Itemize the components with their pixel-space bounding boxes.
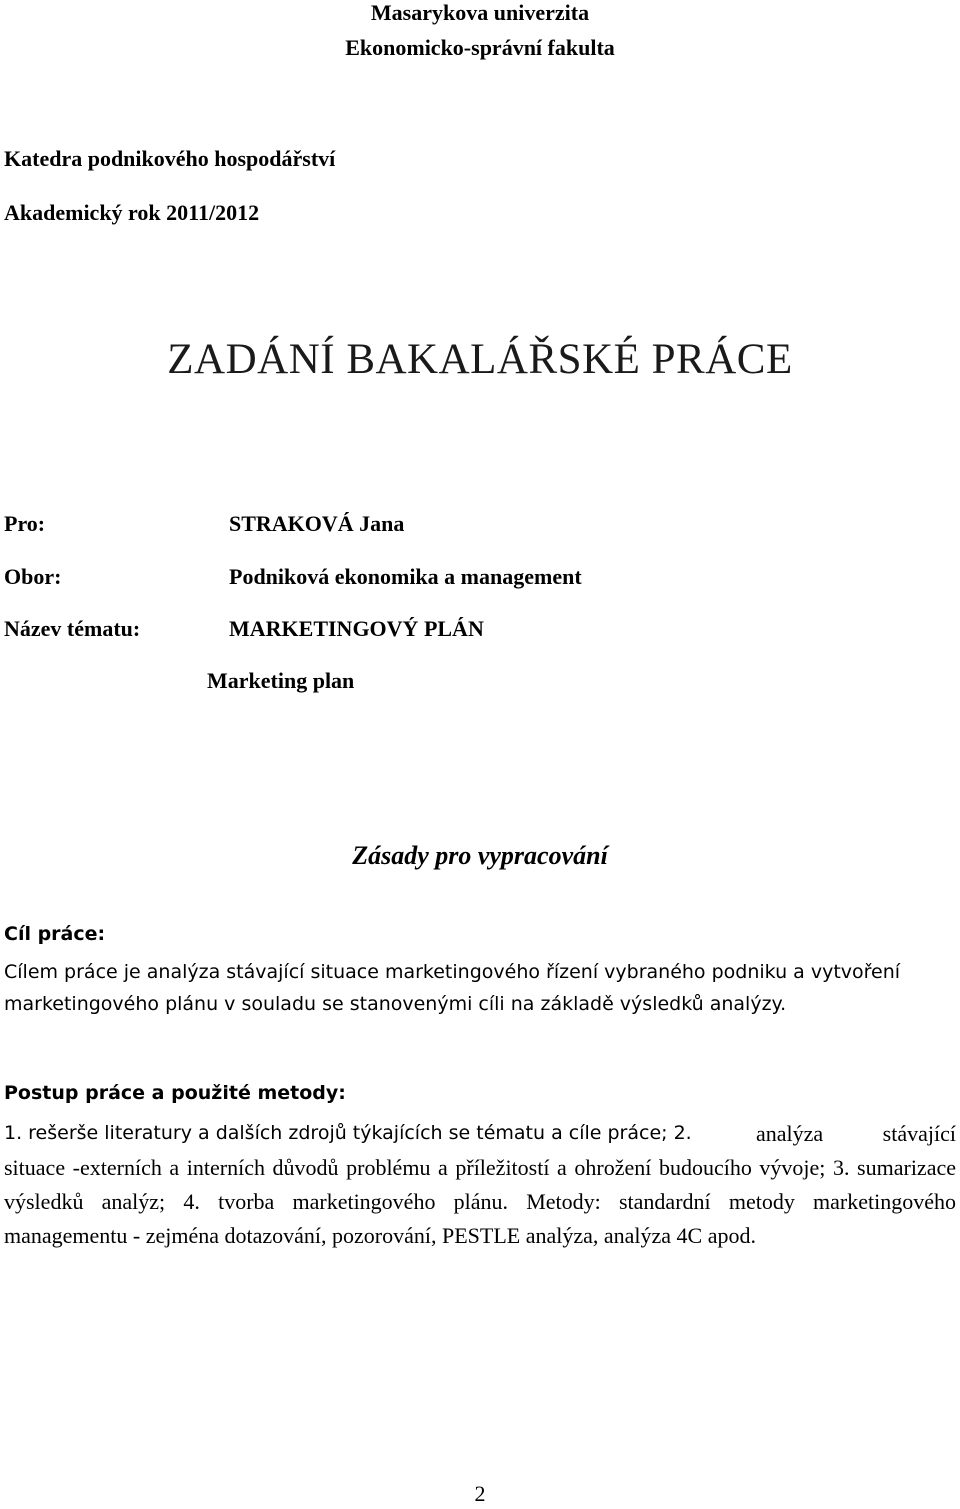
academic-year: Akademický rok 2011/2012 bbox=[4, 200, 260, 225]
method-line-1: 1. rešerše literatury a dalších zdrojů týkajících se tématu a cíle práce; 2. bbox=[4, 1122, 692, 1144]
pro-label: Pro: bbox=[4, 511, 46, 536]
document-title: ZADÁNÍ BAKALÁŘSKÉ PRÁCE bbox=[167, 336, 793, 383]
goal-text: Cílem práce je analýza stávající situace marketingového řízení vybraného podniku a vytvoření marketingového plánu v souladu se stanovenými cíli na základě výsledků analýzy. bbox=[4, 961, 901, 1015]
tema-label: Název tématu: bbox=[4, 616, 141, 641]
obor-label: Obor: bbox=[4, 564, 62, 589]
university-name: Masarykova univerzita bbox=[370, 0, 590, 25]
method-text: analýza stávající situace -externích a interních důvodů problému a příležitostí a ohrožení budoucího vývoje; 3. sumarizace výsledků analýz; 4. tvorba marketingového plánu. Metody: standardní metody marketingového managementu - zejména dotazování, pozorování, PESTLE analýza, analýza 4C apod. bbox=[4, 1121, 956, 1248]
faculty-name: Ekonomicko-správní fakulta bbox=[345, 35, 615, 60]
obor-value: Podniková ekonomika a management bbox=[229, 564, 582, 589]
tema-english: Marketing plan bbox=[207, 668, 355, 693]
department-name: Katedra podnikového hospodářství bbox=[4, 146, 336, 171]
pro-value: STRAKOVÁ Jana bbox=[229, 511, 405, 536]
method-heading: Postup práce a použité metody: bbox=[4, 1082, 346, 1104]
goal-heading: Cíl práce: bbox=[4, 923, 106, 945]
tema-value: MARKETINGOVÝ PLÁN bbox=[229, 616, 484, 641]
page-number: 2 bbox=[474, 1481, 486, 1506]
zasady-heading: Zásady pro vypracování bbox=[352, 841, 608, 870]
